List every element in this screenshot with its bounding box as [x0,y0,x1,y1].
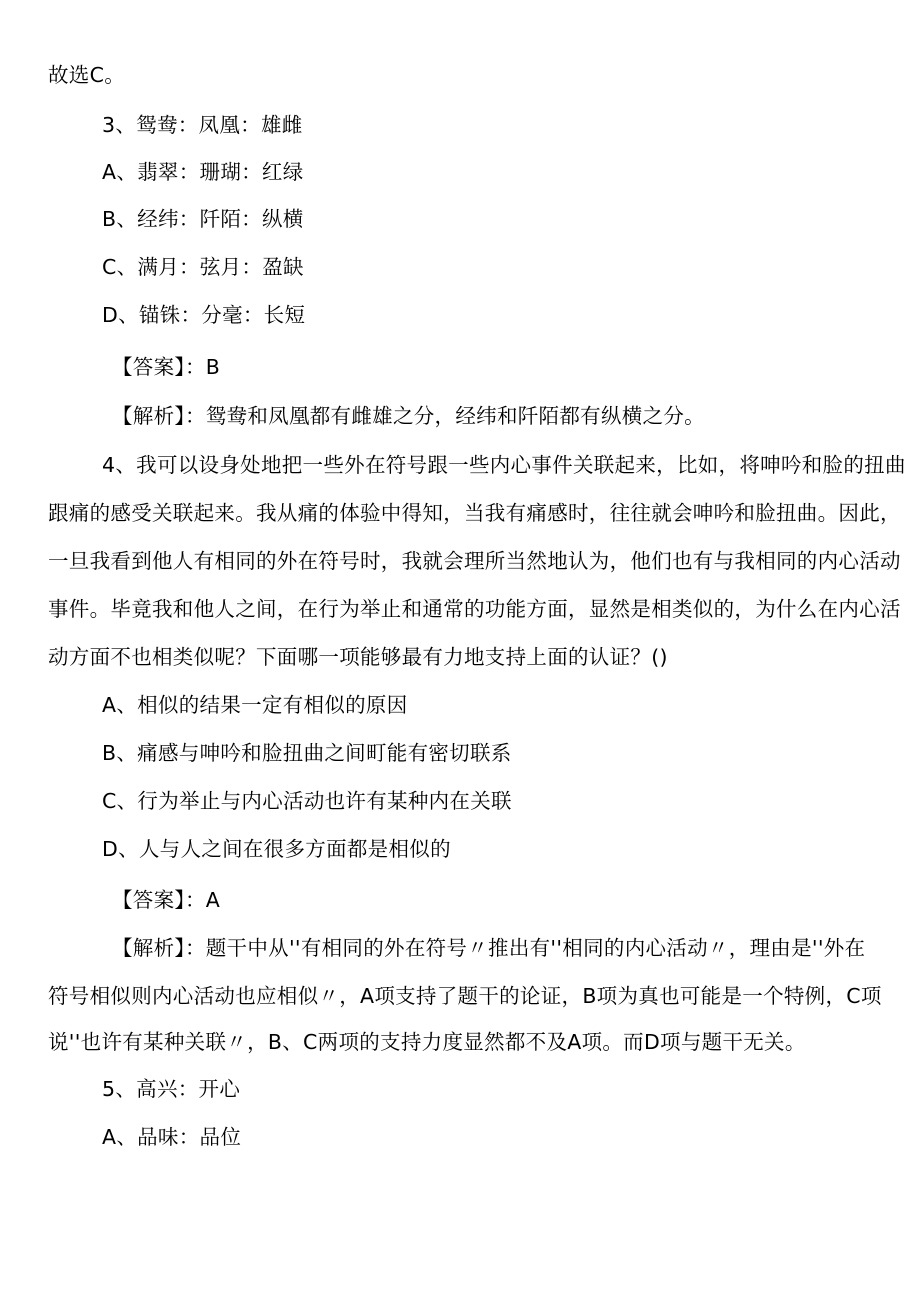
question-3-answer: 【答案】：B [112,355,221,379]
question-4-stem-line-1: 4、我可以设身处地把一些外在符号跟一些内心事件关联起来，比如，将呻吟和脸的扭曲 [102,453,906,477]
question-3-option-d: D、锚铢：分毫：长短 [102,303,306,327]
question-4-stem-line-5: 动方面不也相类似呢？下面哪一项能够最有力地支持上面的认证？() [48,645,668,669]
question-4-explanation-line-1: 【解析】：题干中从''有相同的外在符号〃推出有''相同的内心活动〃，理由是''外在 [112,936,866,960]
question-5-stem: 5、高兴：开心 [102,1077,241,1101]
question-5-option-a: A、品味：品位 [102,1125,242,1149]
question-3-option-c: C、满月：弦月：盈缺 [102,255,304,279]
question-4-answer: 【答案】：A [112,888,221,912]
question-3-option-b: B、经纬：阡陌：纵横 [102,207,304,231]
question-4-option-c: C、行为举止与内心活动也许有某种内在关联 [102,789,512,813]
question-3-option-a: A、翡翠：珊瑚：红绿 [102,160,304,184]
question-4-option-a: A、相似的结果一定有相似的原因 [102,693,408,717]
question-3-explanation: 【解析】：鸳鸯和凤凰都有雌雄之分，经纬和阡陌都有纵横之分。 [112,404,705,428]
question-4-stem-line-4: 事件。毕竟我和他人之间，在行为举止和通常的功能方面，显然是相类似的，为什么在内心活 [48,597,901,621]
question-4-explanation-line-2: 符号相似则内心活动也应相似〃，A项支持了题干的论证，B项为真也可能是一个特例，C项 [48,984,882,1008]
question-4-option-d: D、人与人之间在很多方面都是相似的 [102,837,451,861]
question-4-stem-line-3: 一旦我看到他人有相同的外在符号时，我就会理所当然地认为，他们也有与我相同的内心活动 [48,549,901,573]
question-3-stem: 3、鸳鸯：凤凰：雄雌 [102,113,303,137]
text-line-conclusion: 故选C。 [48,63,126,87]
question-4-option-b: B、痛感与呻吟和脸扭曲之间町能有密切联系 [102,741,512,765]
question-4-explanation-line-3: 说''也许有某种关联〃，B、C两项的支持力度显然都不及A项。而D项与题干无关。 [48,1030,806,1054]
question-4-stem-line-2: 跟痛的感受关联起来。我从痛的体验中得知，当我有痛感时，往往就会呻吟和脸扭曲。因此， [48,501,901,525]
